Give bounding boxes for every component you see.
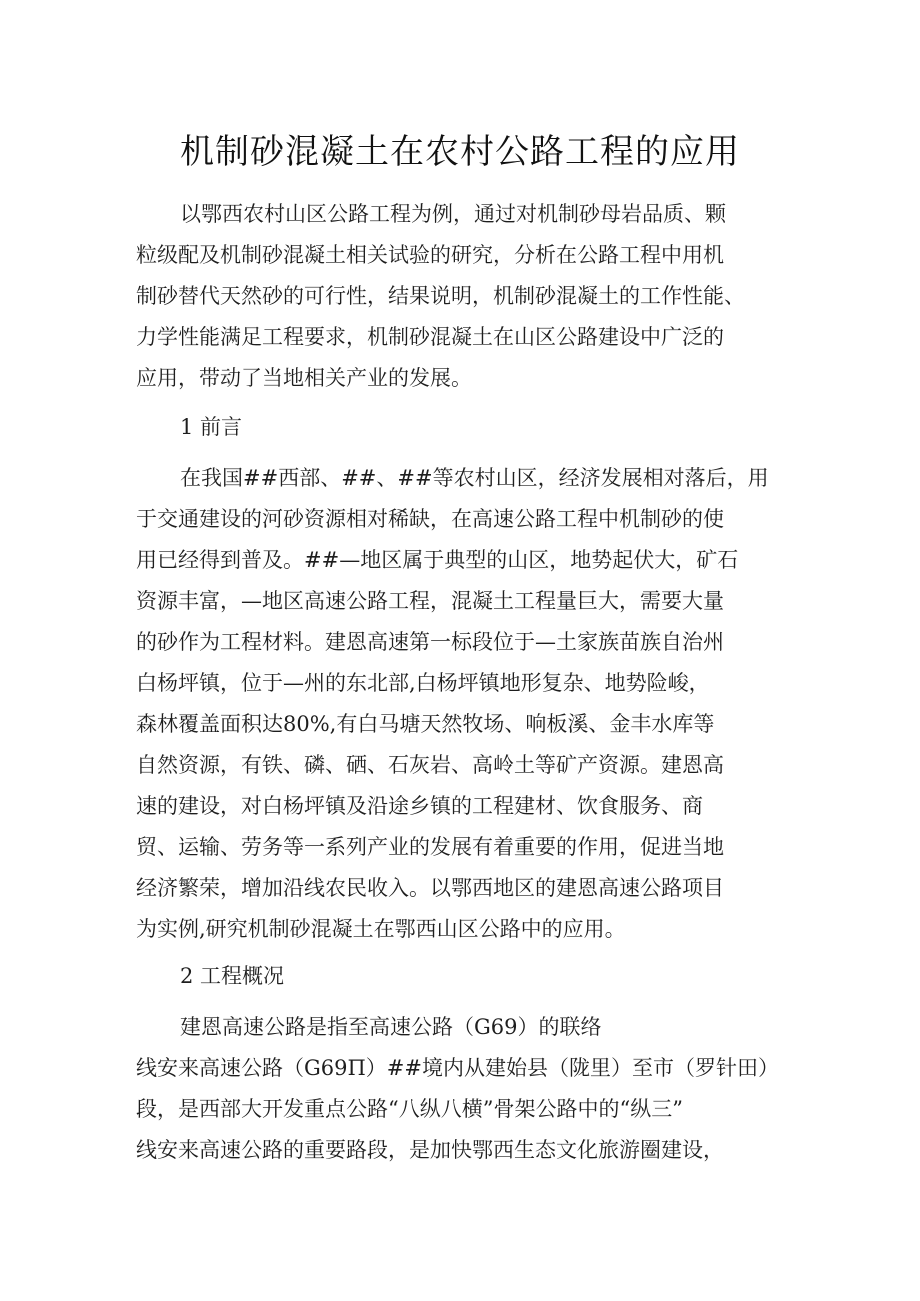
body-line: 贸、运输、劳务等一系列产业的发展有着重要的作用，促进当地 — [136, 835, 724, 859]
abstract-line: 力学性能满足工程要求，机制砂混凝土在山区公路建设中广泛的 — [136, 325, 724, 349]
body-line: 线安来高速公路的重要路段，是加快鄂西生态文化旅游圈建设， — [136, 1138, 724, 1162]
body-line: 资源丰富，—地区高速公路工程，混凝土工程量巨大，需要大量 — [136, 589, 724, 613]
section-heading-2: 2 工程概况 — [180, 964, 285, 988]
abstract-line: 应用，带动了当地相关产业的发展。 — [136, 366, 472, 390]
body-line: 自然资源，有铁、磷、硒、石灰岩、高岭土等矿产资源。建恩高 — [136, 753, 724, 777]
body-line: 速的建设，对白杨坪镇及沿途乡镇的工程建材、饮食服务、商 — [136, 794, 703, 818]
body-line: 为实例,研究机制砂混凝土在鄂西山区公路中的应用。 — [136, 917, 626, 941]
body-line: 线安来高速公路（G69Π）##境内从建始县（陇里）至市（罗针田） — [136, 1056, 779, 1080]
body-line: 的砂作为工程材料。建恩高速第一标段位于—土家族苗族自治州 — [136, 630, 724, 654]
abstract-line: 粒级配及机制砂混凝土相关试验的研究，分析在公路工程中用机 — [136, 243, 724, 267]
body-line: 建恩高速公路是指至高速公路（G69）的联络 — [180, 1015, 602, 1039]
section-heading-1: 1 前言 — [180, 415, 243, 439]
body-line: 用已经得到普及。##—地区属于典型的山区，地势起伏大，矿石 — [136, 548, 739, 572]
body-line: 在我国##西部、##、##等农村山区，经济发展相对落后，用 — [180, 466, 769, 490]
body-line: 段，是西部大开发重点公路“八纵八横”骨架公路中的“纵三” — [136, 1097, 683, 1121]
abstract-line: 以鄂西农村山区公路工程为例，通过对机制砂母岩品质、颗 — [180, 202, 726, 226]
document-title: 机制砂混凝土在农村公路工程的应用 — [180, 132, 740, 172]
body-line: 经济繁荣，增加沿线农民收入。以鄂西地区的建恩高速公路项目 — [136, 876, 724, 900]
abstract-line: 制砂替代天然砂的可行性，结果说明，机制砂混凝土的工作性能、 — [136, 284, 745, 308]
body-line: 森林覆盖面积达80%,有白马塘天然牧场、响板溪、金丰水库等 — [136, 712, 715, 736]
body-line: 白杨坪镇，位于—州的东北部,白杨坪镇地形复杂、地势险峻， — [136, 671, 710, 695]
body-line: 于交通建设的河砂资源相对稀缺，在高速公路工程中机制砂的使 — [136, 507, 724, 531]
